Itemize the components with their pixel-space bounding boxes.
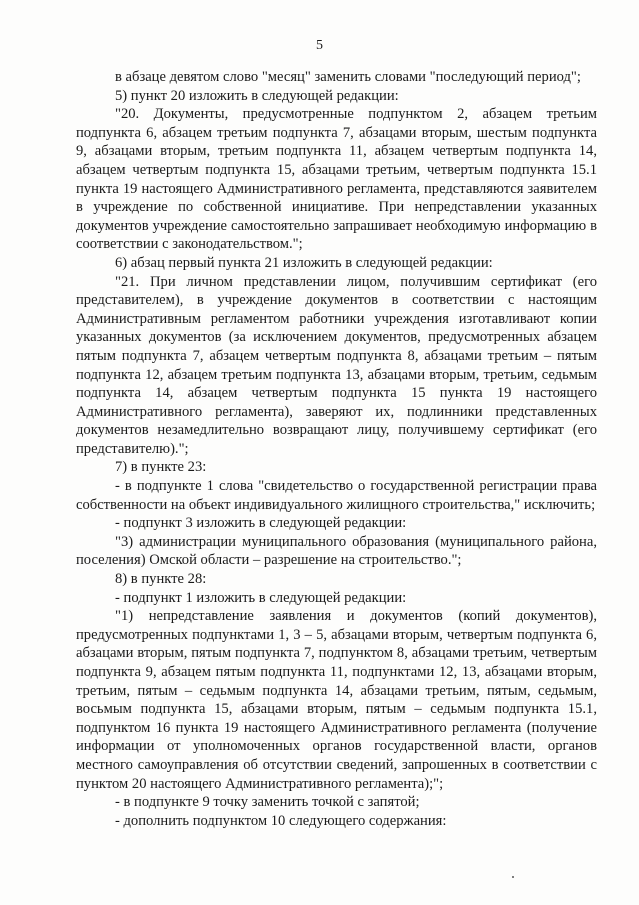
paragraph: - подпункт 3 изложить в следующей редакции: xyxy=(115,515,407,532)
paragraph: "3) администрации муниципального образования (муниципального района, поселения) Омской области – разрешение на строительство."; xyxy=(76,533,597,569)
paragraph: - в подпункте 9 точку заменить точкой с запятой; xyxy=(115,794,420,811)
paragraph: - подпункт 1 изложить в следующей редакции: xyxy=(115,589,407,606)
paragraph: 5) пункт 20 изложить в следующей редакции: xyxy=(115,87,399,104)
paragraph: - дополнить подпунктом 10 следующего содержания: xyxy=(115,812,447,829)
paragraph: "20. Документы, предусмотренные подпунктом 2, абзацем третьим подпункта 6, абзацем третьим подпункта 7, абзацами вторым, шестым подпункта 9, абзацами вторым, третьим подпункта 11, абзацем четвертым подпункта 14, абзацем четвертым подпункта 15, абзацами третьим, четвертым подпункта 15.1 пункта 19 настоящего Административного регламента, представляются заявителем в учреждение по собственной инициативе. При непредставлении указанных документов учреждение самостоятельно запрашивает необходимую информацию в соответствии с законодательством."; xyxy=(76,106,597,253)
paragraph: "1) непредставление заявления и документов (копий документов), предусмотренных подпунктами 1, 3 – 5, абзацами вторым, четвертым подпункта 6, абзацами вторым, пятым подпункта 7, подпунктом 8, абзацами третьим, четвертым подпункта 9, абзацем пятым подпункта 11, подпунктами 12, 13, абзацами вторым, третьим, пятым – седьмым подпункта 14, абзацами третьим, пятым, седьмым, восьмым подпункта 15, абзацами вторым, пятым – седьмым подпункта 15.1, подпунктом 16 пункта 19 настоящего Административного регламента (получение информации от уполномоченных органов государственной власти, органов местного самоуправления об отсутствии сведений, запрошенных в соответствии с пунктом 20 настоящего Административного регламента);"; xyxy=(76,608,597,792)
paragraph: "21. При личном представлении лицом, получившим сертификат (его представителем), в учреждение документов в соответствии с настоящим Административным регламентом работники учреждения изготавливают копии указанных документов (за исключением документов, предусмотренных абзацем пятым подпункта 7, абзацем четвертым подпункта 8, абзацами третьим – пятым подпункта 12, абзацем третьим подпункта 13, абзацами вторым, третьим, седьмым подпункта 14, абзацем четвертым подпункта 15 пункта 19 настоящего Административного регламента), заверяют их, подлинники представленных документов незамедлительно возвращают лицу, получившему сертификат (его представителю)."; xyxy=(76,273,597,457)
paragraph: 6) абзац первый пункта 21 изложить в следующей редакции: xyxy=(115,254,493,271)
scan-speck xyxy=(512,876,514,878)
paragraph: - в подпункте 1 слова "свидетельство о государственной регистрации права собственности на объект индивидуального жилищного строительства," исключить; xyxy=(76,478,597,513)
paragraph: 8) в пункте 28: xyxy=(115,571,207,588)
paragraph: 7) в пункте 23: xyxy=(115,459,207,476)
page-number: 5 xyxy=(316,38,323,53)
document-body xyxy=(76,68,597,830)
paragraph: в абзаце девятом слово "месяц" заменить словами "последующий период"; xyxy=(115,69,581,85)
